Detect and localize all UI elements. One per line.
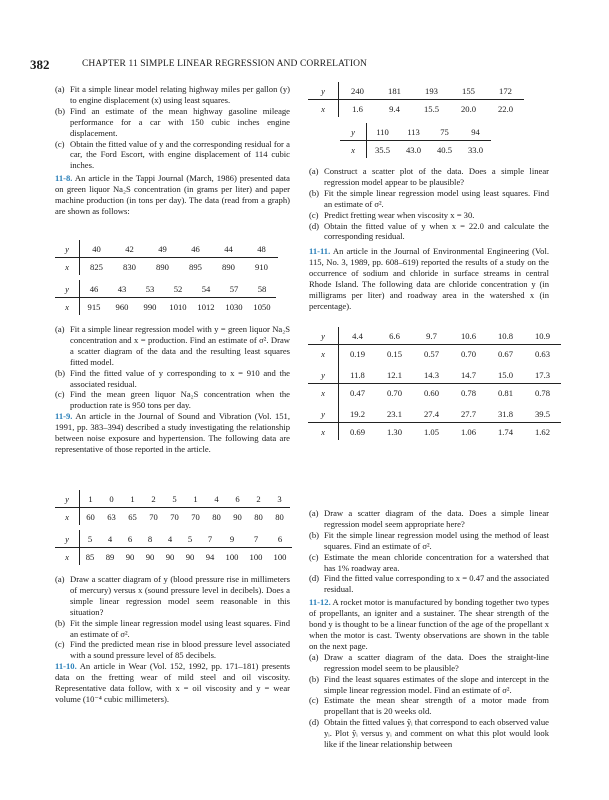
table-11-8a: y 40 42 49 46 44 48 x 825 830 890 895 890 910 — [55, 240, 278, 275]
list-item: (b) Fit the simple linear regression model using the method of least squares. Find an estimate of σ². — [309, 529, 549, 551]
table-11-8b: y 46 43 53 52 54 57 58 x 915 960 990 1010 1012 1030 1050 — [55, 280, 276, 315]
exercise-11-8-intro: 11-8. An article in the Tappi Journal (March, 1986) presented data on green liquor Na₂S concentration (in grams per liter) and paper machine production (in tons per day). The data (read from a graph) are shown as follows: — [55, 173, 290, 216]
list-item: (b) Find the fitted value of y corresponding to x = 910 and the associated residual. — [55, 367, 290, 389]
list-item: (c) Predict fretting wear when viscosity x = 30. — [309, 209, 475, 220]
list-item: (a) Draw a scatter diagram of the data. Does the straight-line regression model seem to be plausible? — [309, 651, 549, 673]
table-11-9a: y 1 0 1 2 5 1 4 6 2 3 x 60 63 65 70 70 70 80 90 80 80 — [55, 490, 290, 525]
table-11-10b: y 110 113 75 94 x 35.5 43.0 40.5 33.0 — [340, 123, 491, 158]
exercise-11-9-intro: 11-9. An article in the Journal of Sound and Vibration (Vol. 151, 1991, pp. 383–394) described a study investigating the relationship between noise exposure and hypertension. The following data are representative of those reported in the article. — [55, 411, 290, 454]
list-item: (b) Find an estimate of the mean highway gasoline mileage performance for a car with 150 cubic inches engine displacement. — [55, 105, 290, 138]
exercise-11-11-intro: 11-11. An article in the Journal of Environmental Engineering (Vol. 115, No. 3, 1989, pp. 608–619) reported the results of a study on the occurrence of sodium and chloride in surface streams in central Rhode Island. The following data are chloride concentration y (in milligrams per liter) and roadway area in the watershed x (in percentage). — [309, 246, 549, 311]
list-item: (b) Fit the simple linear regression model using least squares. Find an estimate of σ². — [55, 617, 290, 639]
exercise-11-10-intro: 11-10. An article in Wear (Vol. 152, 1992, pp. 171–181) presents data on the fretting wear of mild steel and oil viscosity. Representative data follow, with x = oil viscosity and y = wear volume (10⁻⁴ cubic millimeters). — [55, 661, 290, 704]
list-item: (c) Find the predicted mean rise in blood pressure level associated with a sound pressure level of 85 decibels. — [55, 639, 290, 661]
list-item: (d) Obtain the fitted values ŷᵢ that correspond to each observed value yᵢ. Plot ŷᵢ versus yᵢ and comment on what this plot would look like if the linear relationship between — [309, 717, 549, 750]
page-header — [30, 57, 580, 71]
list-item: (c) Obtain the fitted value of y and the corresponding residual for a car, the Ford Escort, with engine displacement of 114 cubic inches. — [55, 138, 290, 171]
exercise-11-12-intro: 11-12. A rocket motor is manufactured by bonding together two types of propellants, an igniter and a sustainer. The shear strength of the bond y is thought to be a linear function of the age of the propellant x when the motor is cast. Twenty observations are shown in the table on the next page. — [309, 597, 549, 651]
list-item: (c) Estimate the mean shear strength of a motor made from propellant that is 20 weeks old. — [309, 695, 549, 717]
list-item: (a) Construct a scatter plot of the data. Does a simple linear regression model appear to be plausible? — [309, 166, 549, 187]
right-column-top — [309, 166, 549, 312]
table-11-9b: y 5 4 6 8 4 5 7 9 7 6 x 85 89 90 90 90 90 94 100 100 100 — [55, 530, 292, 565]
list-item: (a) Fit a simple linear regression model with y = green liquor Na₂S concentration and x = production. Find an estimate of σ². Draw a scatter diagram of the data and the resulting least squares fitted model. — [55, 324, 290, 367]
list-item: (c) Estimate the mean chloride concentration for a watershed that has 1% roadway area. — [309, 551, 549, 573]
list-item: (d) Obtain the fitted value of y when x = 22.0 and calculate the corresponding residual. — [309, 220, 549, 242]
list-item: (c) Find the mean green liquor Na₂S concentration when the production rate is 950 tons per day. — [55, 389, 290, 411]
list-item: (a) Draw a scatter diagram of y (blood pressure rise in millimeters of mercury) versus x (sound pressure level in decibels). Does a simple linear regression model seem reasonable in this situation? — [55, 574, 290, 617]
list-item: (b) Find the least squares estimates of the slope and intercept in the simple linear regression model. Find an estimate of σ². — [309, 673, 549, 695]
table-11-10a: y 240 181 193 155 172 x 1.6 9.4 15.5 20.0 22.0 — [308, 82, 524, 117]
page-number: 382 — [30, 57, 50, 72]
left-column-bottom — [55, 574, 290, 705]
right-column-bottom — [309, 508, 549, 750]
list-item: (d) Find the fitted value corresponding to x = 0.47 and the associated residual. — [309, 573, 549, 595]
list-item: (b) Fit the simple linear regression model using least squares. Find an estimate of σ². — [309, 187, 549, 209]
left-column-mid — [55, 324, 290, 455]
list-item: (a) Draw a scatter diagram of the data. Does a simple linear regression model seem appropriate here? — [309, 508, 549, 529]
table-11-11: y 4.4 6.6 9.7 10.6 10.8 10.9 x 0.19 0.15 0.57 0.70 0.67 0.63 y 11.8 12.1 14.3 14.7 15.0 17.3 x 0.47 0.70 0.60 0.78 0.81 0.78 y 19.2 23.1 27.4 27.7 31.8 39.5 x 0.69 1.30 1.05 1.06 1.74 1.62 — [308, 327, 561, 440]
chapter-title: CHAPTER 11 SIMPLE LINEAR REGRESSION AND CORRELATION — [82, 59, 368, 69]
left-column-top — [55, 84, 290, 217]
list-item: (a) Fit a simple linear model relating highway miles per gallon (y) to engine displacement (x) using least squares. — [55, 84, 290, 105]
